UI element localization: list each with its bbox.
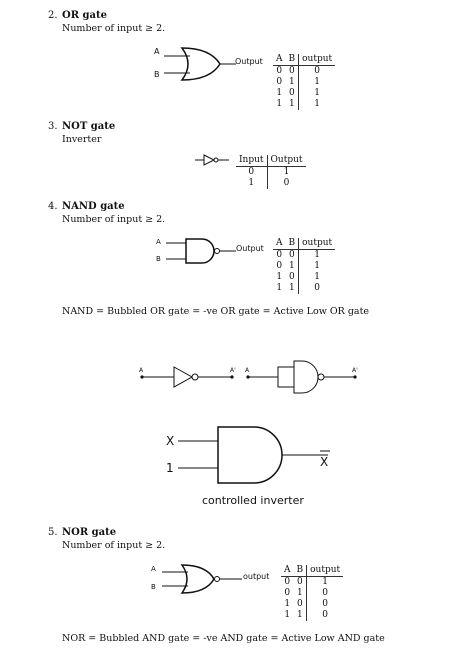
nand-gate-diagram	[154, 234, 274, 268]
nor-input-b-label: B	[151, 583, 156, 591]
buffer-output-label: A'	[230, 367, 236, 374]
nand-truth-table	[273, 238, 335, 294]
table-row	[236, 178, 306, 189]
table-cell: 1	[299, 250, 336, 262]
table-row	[281, 588, 343, 599]
table-cell: 0	[288, 272, 295, 282]
table-cell: 0	[276, 66, 283, 76]
table-cell: 0	[276, 77, 283, 87]
nor-th-output: output	[307, 565, 344, 577]
buffer-input-label: A	[139, 367, 144, 374]
or-section-number: 2.	[48, 10, 58, 21]
controlled-one-label: 1	[166, 461, 174, 475]
nor-gate-symbol	[182, 565, 214, 593]
or-input-b-label: B	[154, 70, 160, 79]
table-row	[273, 77, 335, 88]
controlled-x-label: X	[166, 434, 175, 448]
nand-section-title: NAND gate	[62, 201, 125, 212]
or-section-subtitle: Number of input ≥ 2.	[62, 23, 166, 34]
nor-gate-diagram	[148, 560, 278, 598]
table-cell: 0	[267, 178, 305, 189]
controlled-inverter-caption: controlled inverter	[202, 494, 304, 507]
nand-inverter-input-label: A	[245, 367, 250, 374]
table-cell: 0	[299, 283, 336, 294]
table-cell: 0	[288, 66, 295, 76]
table-cell: 1	[276, 88, 283, 98]
table-row	[273, 88, 335, 99]
table-row	[273, 283, 335, 294]
nand-section-subtitle: Number of input ≥ 2.	[62, 214, 166, 225]
table-row	[281, 599, 343, 610]
inverter-equivalence-diagram	[136, 360, 366, 394]
nor-th-b: B	[294, 565, 307, 577]
nor-truth-table	[281, 565, 343, 621]
not-section-subtitle: Inverter	[62, 134, 102, 145]
or-th-output: output	[299, 54, 336, 66]
nor-th-a: A	[281, 565, 294, 577]
nand-as-inverter-symbol	[294, 361, 318, 393]
or-truth-table	[273, 54, 335, 110]
table-row	[273, 66, 335, 78]
table-cell: 1	[299, 261, 336, 272]
nor-section-subtitle: Number of input ≥ 2.	[62, 540, 166, 551]
table-cell: 0	[248, 167, 255, 177]
table-row	[273, 99, 335, 110]
table-row	[236, 167, 306, 179]
not-section-number: 3.	[48, 121, 58, 132]
nand-gate-symbol	[186, 239, 214, 263]
table-cell: 0	[276, 261, 283, 271]
table-cell: 1	[267, 167, 305, 179]
and-gate-symbol	[218, 427, 282, 483]
table-cell: 0	[284, 588, 291, 598]
or-output-label: Output	[235, 57, 263, 66]
table-cell: 0	[276, 250, 283, 260]
not-th-output: Output	[267, 155, 305, 167]
table-cell: 1	[299, 99, 336, 110]
not-section-title: NOT gate	[62, 121, 116, 132]
table-cell: 1	[288, 77, 295, 87]
table-row	[273, 272, 335, 283]
table-cell: 1	[299, 77, 336, 88]
table-cell: 0	[288, 88, 295, 98]
nor-section-title: NOR gate	[62, 527, 117, 538]
not-gate-symbol	[195, 152, 231, 168]
nor-equivalence-note: NOR = Bubbled AND gate = -ve AND gate = Active Low AND gate	[62, 633, 385, 644]
table-cell: 1	[284, 599, 291, 609]
table-cell: 1	[296, 588, 303, 598]
table-row	[281, 610, 343, 621]
table-cell: 0	[307, 599, 344, 610]
nand-equivalence-note: NAND = Bubbled OR gate = -ve OR gate = Active Low OR gate	[62, 306, 370, 317]
nand-input-a-label: A	[156, 238, 161, 246]
or-input-a-label: A	[154, 47, 160, 56]
table-cell: 0	[307, 610, 344, 621]
nor-input-a-label: A	[151, 565, 156, 573]
nand-inverter-output-label: A'	[352, 367, 358, 374]
or-th-b: B	[286, 54, 299, 66]
nor-section-number: 5.	[48, 527, 58, 538]
table-cell: 0	[299, 66, 336, 78]
controlled-output-label: X	[320, 455, 329, 469]
or-gate-symbol	[182, 48, 220, 80]
table-cell: 1	[307, 577, 344, 589]
table-cell: 0	[296, 577, 303, 587]
table-cell: 0	[288, 250, 295, 260]
or-th-a: A	[273, 54, 286, 66]
nor-output-label: output	[243, 572, 270, 581]
table-cell: 0	[284, 577, 291, 587]
table-cell: 1	[288, 99, 295, 109]
not-gate-symbol-alt	[174, 367, 192, 387]
table-cell: 1	[248, 178, 255, 188]
or-gate-diagram	[150, 42, 270, 84]
nand-output-label: Output	[236, 244, 264, 253]
table-cell: 1	[288, 283, 295, 293]
nand-th-a: A	[273, 238, 286, 250]
table-row	[273, 261, 335, 272]
table-cell: 1	[276, 272, 283, 282]
table-cell: 0	[296, 599, 303, 609]
nand-section-number: 4.	[48, 201, 58, 212]
table-cell: 0	[307, 588, 344, 599]
table-cell: 1	[299, 88, 336, 99]
or-section-title: OR gate	[62, 10, 107, 21]
not-th-input: Input	[236, 155, 267, 167]
nand-th-b: B	[286, 238, 299, 250]
table-cell: 1	[276, 99, 283, 109]
table-row	[281, 577, 343, 589]
controlled-inverter-diagram	[160, 420, 340, 512]
table-cell: 1	[296, 610, 303, 620]
table-cell: 1	[288, 261, 295, 271]
nand-input-b-label: B	[156, 255, 161, 263]
nand-th-output: output	[299, 238, 336, 250]
table-cell: 1	[284, 610, 291, 620]
not-truth-table	[236, 155, 306, 189]
table-cell: 1	[299, 272, 336, 283]
table-cell: 1	[276, 283, 283, 293]
table-row	[273, 250, 335, 262]
